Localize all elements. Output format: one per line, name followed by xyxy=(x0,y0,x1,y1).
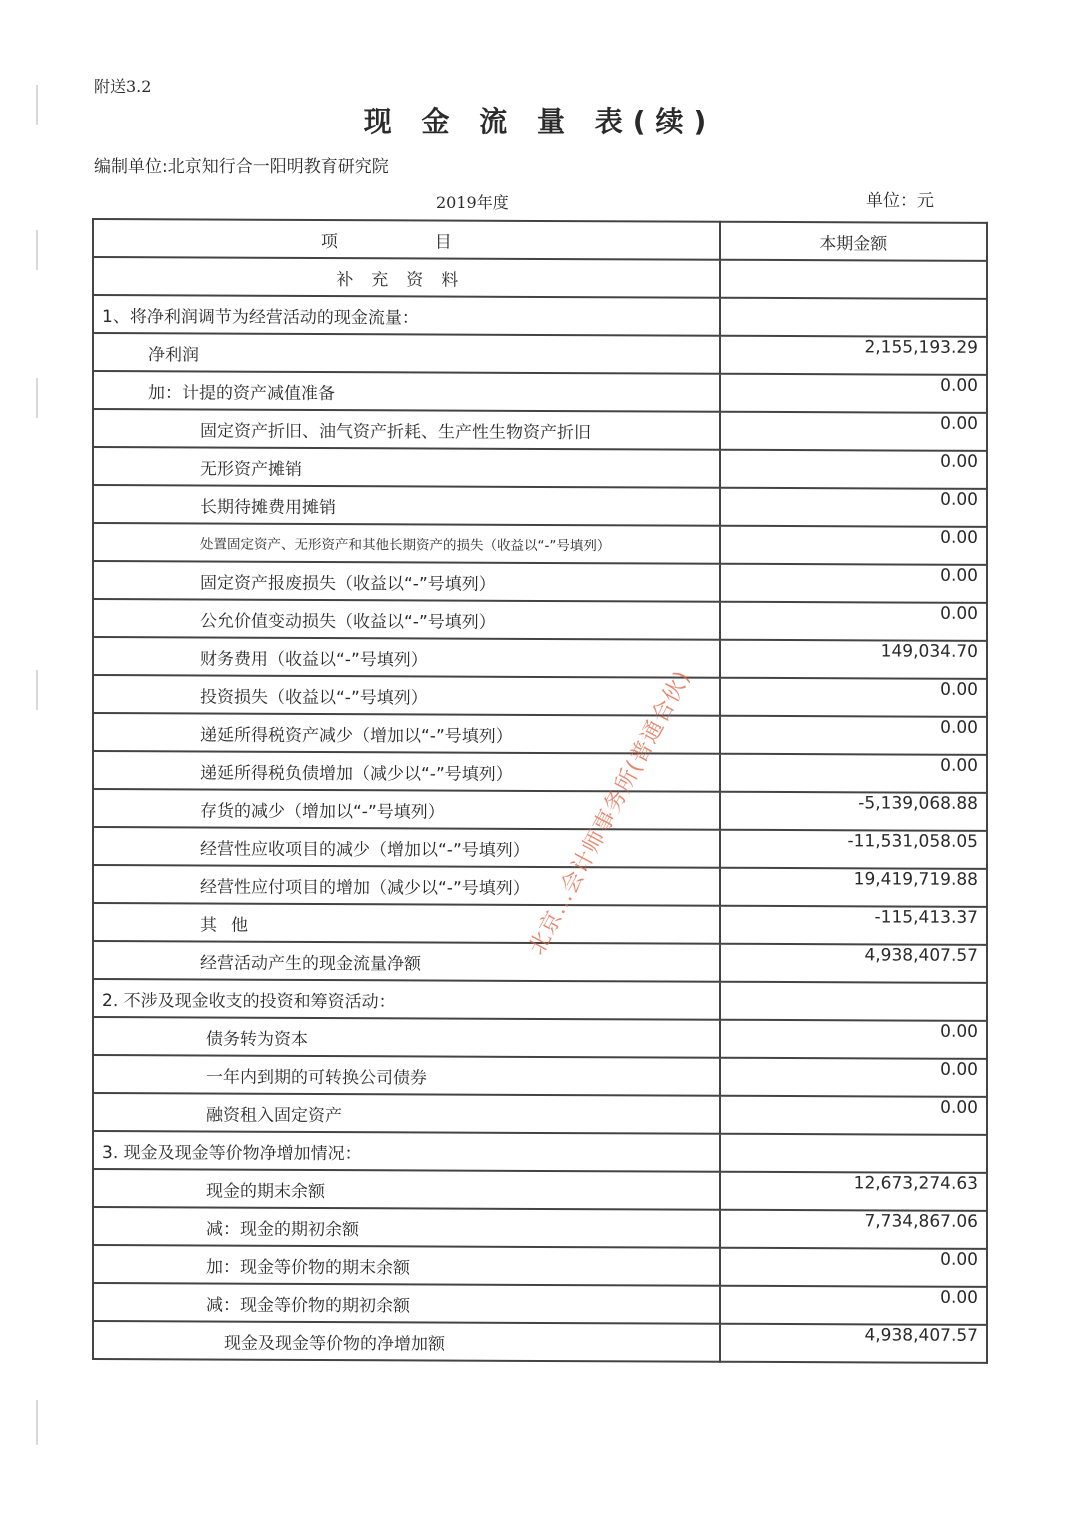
scan-margin-mark xyxy=(36,1400,38,1445)
row-amount: 19,419,719.88 xyxy=(720,868,987,907)
row-amount: 149,034.70 xyxy=(720,640,987,679)
table-row xyxy=(93,599,987,641)
row-label: 投资损失（收益以“-”号填列） xyxy=(93,675,720,716)
row-label: 经营性应收项目的减少（增加以“-”号填列） xyxy=(93,827,720,868)
table-row xyxy=(93,485,987,527)
group-title: 3. 现金及现金等价物净增加情况： xyxy=(93,1131,720,1172)
scan-margin-mark xyxy=(36,670,38,710)
row-amount: 0.00 xyxy=(720,602,987,641)
row-amount: 2,155,193.29 xyxy=(720,336,987,375)
attachment-number: 附送3.2 xyxy=(94,77,152,96)
row-label: 一年内到期的可转换公司债券 xyxy=(93,1055,720,1096)
section-title: 补充资料 xyxy=(93,257,720,298)
table-row xyxy=(93,637,987,679)
row-label: 加：现金等价物的期末余额 xyxy=(93,1245,720,1286)
table-row xyxy=(93,1017,987,1059)
row-label: 净利润 xyxy=(93,333,720,374)
row-label: 无形资产摊销 xyxy=(93,447,720,488)
row-amount: 0.00 xyxy=(720,1096,987,1135)
table-row xyxy=(93,1169,987,1211)
row-amount: 4,938,407.57 xyxy=(720,1324,987,1363)
column-header-amount: 本期金额 xyxy=(720,222,987,261)
section-title-row xyxy=(93,257,987,299)
row-amount: 0.00 xyxy=(720,450,987,489)
table-row xyxy=(93,675,987,717)
row-amount: 0.00 xyxy=(720,1058,987,1097)
row-label: 减：现金等价物的期初余额 xyxy=(93,1283,720,1324)
table-row xyxy=(93,371,987,413)
row-label: 处置固定资产、无形资产和其他长期资产的损失（收益以“-”号填列） xyxy=(93,523,720,564)
row-label: 其他 xyxy=(93,903,720,944)
row-amount: 7,734,867.06 xyxy=(720,1210,987,1249)
currency-unit: 单位：元 xyxy=(866,191,934,211)
table-row xyxy=(93,1283,987,1325)
page-title: 现 金 流 量 表(续) xyxy=(363,105,717,138)
row-amount: 0.00 xyxy=(720,488,987,527)
empty-cell xyxy=(720,260,987,299)
table-row xyxy=(93,789,987,831)
table-row xyxy=(93,523,987,565)
scan-margin-mark xyxy=(36,378,38,418)
row-label: 经营性应付项目的增加（减少以“-”号填列） xyxy=(93,865,720,906)
group-header-row xyxy=(93,1131,987,1173)
row-amount: 0.00 xyxy=(720,1286,987,1325)
table-row xyxy=(93,713,987,755)
row-amount: -5,139,068.88 xyxy=(720,792,987,831)
row-label: 融资租入固定资产 xyxy=(93,1093,720,1134)
table-row xyxy=(93,751,987,793)
row-amount: 0.00 xyxy=(720,716,987,755)
empty-cell xyxy=(720,298,987,337)
row-amount: -115,413.37 xyxy=(720,906,987,945)
row-label: 现金的期末余额 xyxy=(93,1169,720,1210)
row-amount: 4,938,407.57 xyxy=(720,944,987,983)
row-amount: 0.00 xyxy=(720,526,987,565)
row-label: 财务费用（收益以“-”号填列） xyxy=(93,637,720,678)
row-amount: 0.00 xyxy=(720,1248,987,1287)
auditor-seal-stamp: 北京…会计师事务所(普通合伙) xyxy=(524,666,696,960)
row-label: 公允价值变动损失（收益以“-”号填列） xyxy=(93,599,720,640)
group-header-row xyxy=(93,979,987,1021)
row-label: 债务转为资本 xyxy=(93,1017,720,1058)
row-amount: 0.00 xyxy=(720,564,987,603)
group-title: 1、将净利润调节为经营活动的现金流量： xyxy=(93,295,720,336)
row-amount: 12,673,274.63 xyxy=(720,1172,987,1211)
group-title: 2. 不涉及现金收支的投资和筹资活动： xyxy=(93,979,720,1020)
table-row xyxy=(93,827,987,869)
group-header-row xyxy=(93,295,987,337)
table-header-row xyxy=(93,219,987,261)
empty-cell xyxy=(720,982,987,1021)
row-label: 现金及现金等价物的净增加额 xyxy=(93,1321,720,1362)
cash-flow-supplement-table xyxy=(92,218,988,1364)
column-header-item: 项 目 xyxy=(93,219,720,260)
table-row xyxy=(93,1207,987,1249)
row-amount: 0.00 xyxy=(720,412,987,451)
table-row xyxy=(93,1093,987,1135)
report-period: 2019年度 xyxy=(436,193,509,212)
row-label: 加：计提的资产减值准备 xyxy=(93,371,720,412)
row-label: 递延所得税资产减少（增加以“-”号填列） xyxy=(93,713,720,754)
row-label: 固定资产报废损失（收益以“-”号填列） xyxy=(93,561,720,602)
table-row xyxy=(93,447,987,489)
row-label: 长期待摊费用摊销 xyxy=(93,485,720,526)
row-amount: 0.00 xyxy=(720,754,987,793)
preparer-unit: 编制单位:北京知行合一阳明教育研究院 xyxy=(94,157,389,177)
table-row xyxy=(93,409,987,451)
table-row xyxy=(93,1055,987,1097)
scan-margin-mark xyxy=(36,230,38,270)
row-amount: 0.00 xyxy=(720,1020,987,1059)
row-amount: 0.00 xyxy=(720,678,987,717)
row-label: 固定资产折旧、油气资产折耗、生产性生物资产折旧 xyxy=(93,409,720,450)
row-amount: -11,531,058.05 xyxy=(720,830,987,869)
empty-cell xyxy=(720,1134,987,1173)
table-row xyxy=(93,561,987,603)
total-row xyxy=(93,1321,987,1363)
table-row xyxy=(93,333,987,375)
row-label: 存货的减少（增加以“-”号填列） xyxy=(93,789,720,830)
row-amount: 0.00 xyxy=(720,374,987,413)
row-label: 递延所得税负债增加（减少以“-”号填列） xyxy=(93,751,720,792)
table-row xyxy=(93,1245,987,1287)
row-label: 经营活动产生的现金流量净额 xyxy=(93,941,720,982)
row-label: 减：现金的期初余额 xyxy=(93,1207,720,1248)
table-row xyxy=(93,865,987,907)
